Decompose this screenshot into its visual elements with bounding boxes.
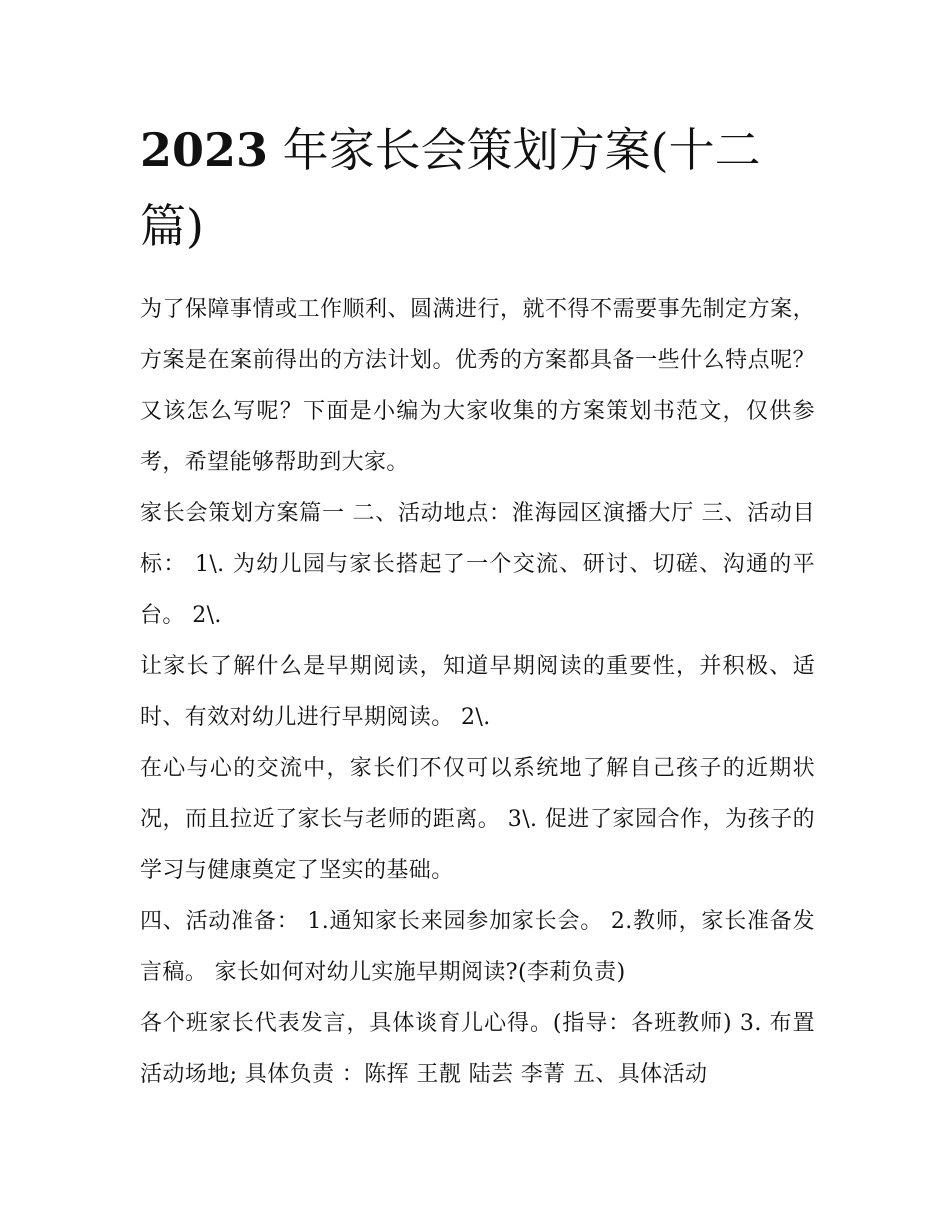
reading-goal-paragraph: 让家长了解什么是早期阅读，知道早期阅读的重要性，并积极、适时、有效对幼儿进行早期阅读。 2\. (140, 654, 815, 730)
title-year: 2023 (140, 123, 269, 177)
title-text: 年家长会策划方案(十二篇) (140, 123, 761, 253)
communication-paragraph: 在心与心的交流中，家长们不仅可以系统地了解自己孩子的近期状况，而且拉近了家长与老师的距离。 3\. 促进了家园合作，为孩子的学习与健康奠定了坚实的基础。 (140, 756, 815, 883)
intro-paragraph: 为了保障事情或工作顺利、圆满进行，就不得不需要事先制定方案，方案是在案前得出的方法计划。优秀的方案都具备一些什么特点呢？又该怎么写呢？下面是小编为大家收集的方案策划书范文，仅供参考，希望能够帮助到大家。 (140, 297, 815, 475)
document-body (140, 284, 815, 1100)
document-title (140, 112, 815, 264)
speech-paragraph: 各个班家长代表发言，具体谈育儿心得。(指导：各班教师) 3. 布置活动场地; 具体负责 ：陈挥 王靓 陆芸 李菁 五、具体活动 (140, 1011, 815, 1087)
activity-location-paragraph: 家长会策划方案篇一 二、活动地点：淮海园区演播大厅 三、活动目标： 1\. 为幼儿园与家长搭起了一个交流、研讨、切磋、沟通的平台。 2\. (140, 501, 815, 628)
document-page (140, 112, 815, 1100)
preparation-paragraph: 四、活动准备： 1.通知家长来园参加家长会。 2.教师，家长准备发言稿。 家长如何对幼儿实施早期阅读?(李莉负责) (140, 909, 815, 985)
